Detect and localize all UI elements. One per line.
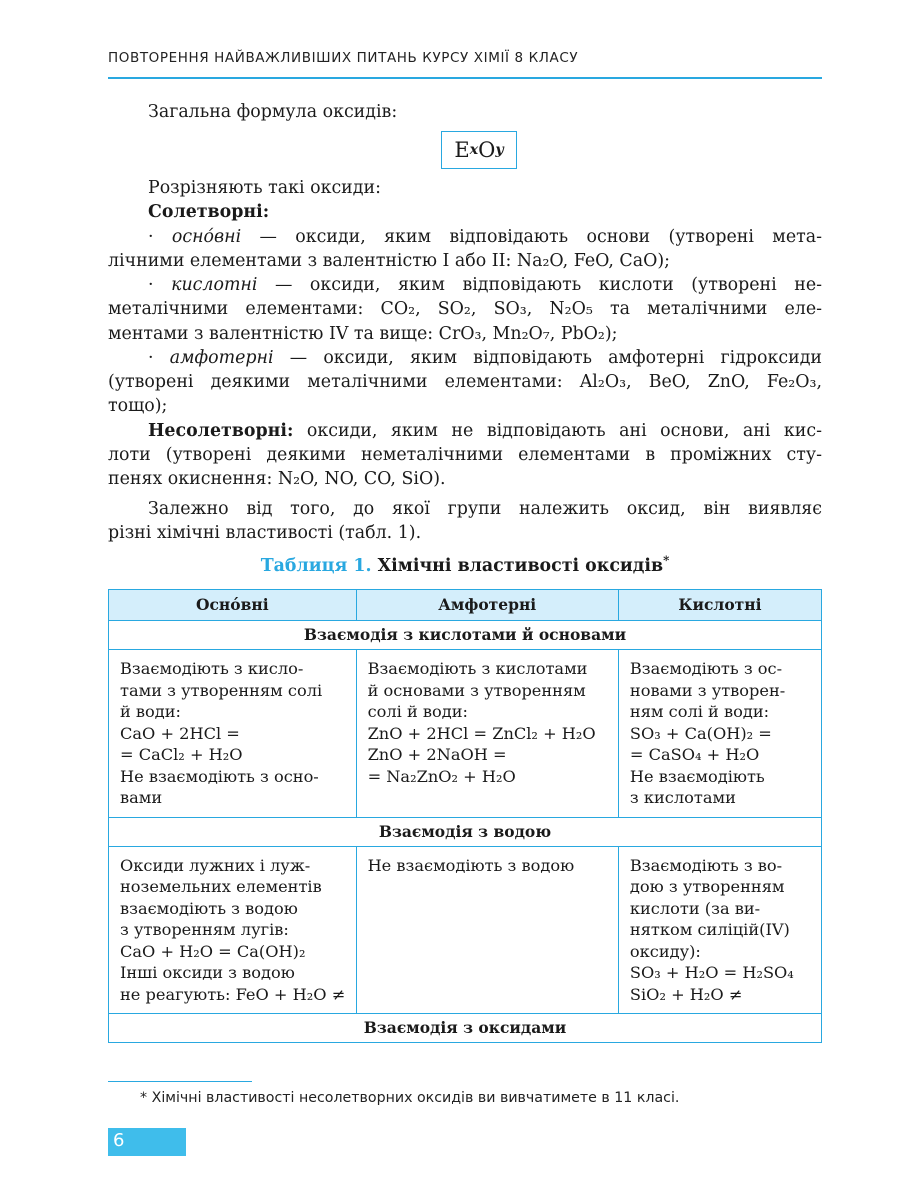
- acidic-oxides-line-3: ментами з валентністю IV та вище: CrO₃, Mn₂O₇, PbO₂);: [108, 324, 618, 344]
- non-salt-forming-line-3: пенях окиснення: N₂O, NO, CO, SiO).: [108, 469, 446, 489]
- cell-line: SiO₂ + H₂O ≠: [629, 984, 743, 1004]
- general-formula-text: Загальна формула оксидів:: [148, 102, 398, 122]
- table-caption-number: Таблиця 1.: [260, 556, 372, 576]
- footnote: * Хімічні властивості несолетворних оксидів ви вивчатимете в 11 класі.: [140, 1090, 680, 1106]
- amphoteric-oxides-line-2: (утворені деякими металічними елементами: Al₂O₃, BeO, ZnO, Fe₂O₃,: [108, 372, 822, 392]
- cell-line: тами з утворенням солі: [120, 680, 323, 700]
- cell-line: = CaCl₂ + H₂O: [120, 745, 243, 764]
- cell-line: Не взаємодіють з осно-: [120, 766, 319, 786]
- acidic-oxides-def-1: — оксиди, яким відповідають кислоти (утворені не-: [257, 275, 823, 295]
- cell-line: й води:: [120, 702, 182, 721]
- footnote-divider: [108, 1081, 252, 1082]
- cell-line: ZnO + 2HCl = ZnCl₂ + H₂O: [367, 723, 596, 743]
- cell-line: кислоти (за ви-: [629, 898, 761, 918]
- table-caption: [108, 553, 822, 576]
- cell-line: Взаємодіють з ос-: [629, 659, 783, 678]
- table-row: [109, 846, 822, 1014]
- cell-line: Оксиди лужних і луж-: [120, 855, 311, 875]
- acidic-oxides-term: кислотні: [171, 275, 258, 295]
- cell-line: Взаємодіють з кислотами: [367, 659, 588, 678]
- formula-element: E: [454, 138, 470, 162]
- cell-line: Взаємодіють з во-: [629, 855, 783, 875]
- formula-oxygen: O: [478, 138, 496, 162]
- cell-line: нятком силіцій(IV): [629, 920, 790, 939]
- header-acidic: Кислотні: [618, 590, 821, 621]
- cell-line: SO₃ + H₂O = H₂SO₄: [629, 963, 794, 982]
- amphoteric-oxides-line-1: · амфотерні — оксиди, яким відповідають амфотерні гідроксиди: [148, 348, 823, 368]
- non-salt-forming-def-1: оксиди, яким не відповідають ані основи, ані кис-: [293, 421, 822, 441]
- cell-line: новами з утворен-: [629, 680, 786, 700]
- section-oxides: Взаємодія з оксидами: [109, 1014, 822, 1043]
- cell-acidic-acids-bases: [618, 650, 821, 818]
- dependence-line-1: Залежно від того, до якої групи належить оксид, він виявляє: [148, 499, 822, 519]
- cell-line: солі й води:: [367, 702, 468, 721]
- formula-y: y: [495, 142, 504, 158]
- amphoteric-oxides-def-1: — оксиди, яким відповідають амфотерні гідроксиди: [273, 348, 823, 368]
- acidic-oxides-line-2: металічними елементами: CO₂, SO₂, SO₃, N₂O₅ та металічними еле-: [108, 299, 822, 319]
- cell-line: з кислотами: [629, 788, 736, 807]
- table-header-row: [109, 590, 822, 621]
- non-salt-forming-line-2: лоти (утворені деякими неметалічними елементами в проміжних сту-: [108, 445, 822, 465]
- cell-acidic-water: [618, 846, 821, 1014]
- cell-line: SO₃ + Ca(OH)₂ =: [629, 723, 772, 743]
- salt-forming-heading: Солетворні:: [148, 202, 270, 222]
- cell-amphoteric-water: [356, 846, 618, 1014]
- section-water: Взаємодія з водою: [109, 817, 822, 846]
- header-divider: [108, 77, 822, 79]
- table-caption-footnote-mark: *: [663, 553, 670, 568]
- basic-oxides-line-2: лічними елементами з валентністю I або II: Na₂O, FeO, CaO);: [108, 251, 671, 271]
- cell-line: й основами з утворенням: [367, 680, 586, 700]
- table-caption-title: Хімічні властивості оксидів: [377, 556, 664, 576]
- cell-line: CaO + H₂O = Ca(OH)₂: [120, 941, 306, 961]
- cell-line: ZnO + 2NaOH =: [367, 745, 507, 764]
- header-basic: Осно́вні: [109, 590, 357, 621]
- table-row: [109, 650, 822, 818]
- cell-line: взаємодіють з водою: [120, 898, 298, 918]
- cell-basic-water: [109, 846, 357, 1014]
- non-salt-forming-term: Несолетворні:: [148, 421, 294, 441]
- cell-line: CaO + 2HCl =: [120, 723, 240, 743]
- cell-line: оксиду):: [629, 941, 701, 961]
- cell-line: не реагують: FeO + H₂O ≠: [120, 984, 346, 1004]
- cell-line: вами: [120, 788, 163, 807]
- section-row: [109, 817, 822, 846]
- cell-basic-acids-bases: [109, 650, 357, 818]
- amphoteric-oxides-term: амфотерні: [169, 348, 274, 368]
- dependence-line-2: різні хімічні властивості (табл. 1).: [108, 523, 422, 543]
- cell-line: Не взаємодіють: [629, 766, 765, 786]
- cell-line: ноземельних елементів: [120, 877, 322, 896]
- cell-line: з утворенням лугів:: [120, 920, 289, 939]
- cell-line: Не взаємодіють з водою: [367, 855, 575, 875]
- header-amphoteric: Амфотерні: [356, 590, 618, 621]
- cell-line: = CaSO₄ + H₂O: [629, 745, 760, 764]
- oxide-general-formula: [441, 131, 517, 169]
- cell-line: ням солі й води:: [629, 702, 770, 721]
- basic-oxides-def-1: — оксиди, яким відповідають основи (утворені мета-: [241, 227, 822, 247]
- basic-oxides-term: осно́вні: [171, 227, 242, 247]
- basic-oxides-line-1: · осно́вні — оксиди, яким відповідають основи (утворені мета-: [148, 227, 822, 247]
- section-row: [109, 1014, 822, 1043]
- acidic-oxides-line-1: · кислотні — оксиди, яким відповідають кислоти (утворені не-: [148, 275, 823, 295]
- non-salt-forming-line-1: [108, 419, 822, 443]
- cell-line: = Na₂ZnO₂ + H₂O: [367, 766, 516, 786]
- cell-line: Інші оксиди з водою: [120, 963, 295, 982]
- running-header: ПОВТОРЕННЯ НАЙВАЖЛИВІШИХ ПИТАНЬ КУРСУ ХІМІЇ 8 КЛАСУ: [108, 50, 579, 66]
- section-acids-bases: Взаємодія з кислотами й основами: [109, 621, 822, 650]
- cell-amphoteric-acids-bases: [356, 650, 618, 818]
- amphoteric-oxides-line-3: тощо);: [108, 396, 168, 416]
- formula-x: x: [469, 142, 479, 158]
- oxide-properties-table: [108, 589, 822, 1043]
- cell-line: дою з утворенням: [629, 877, 785, 896]
- section-row: [109, 621, 822, 650]
- page-number: 6: [113, 1130, 125, 1151]
- distinguish-text: Розрізняють такі оксиди:: [148, 178, 381, 198]
- cell-line: Взаємодіють з кисло-: [120, 659, 304, 678]
